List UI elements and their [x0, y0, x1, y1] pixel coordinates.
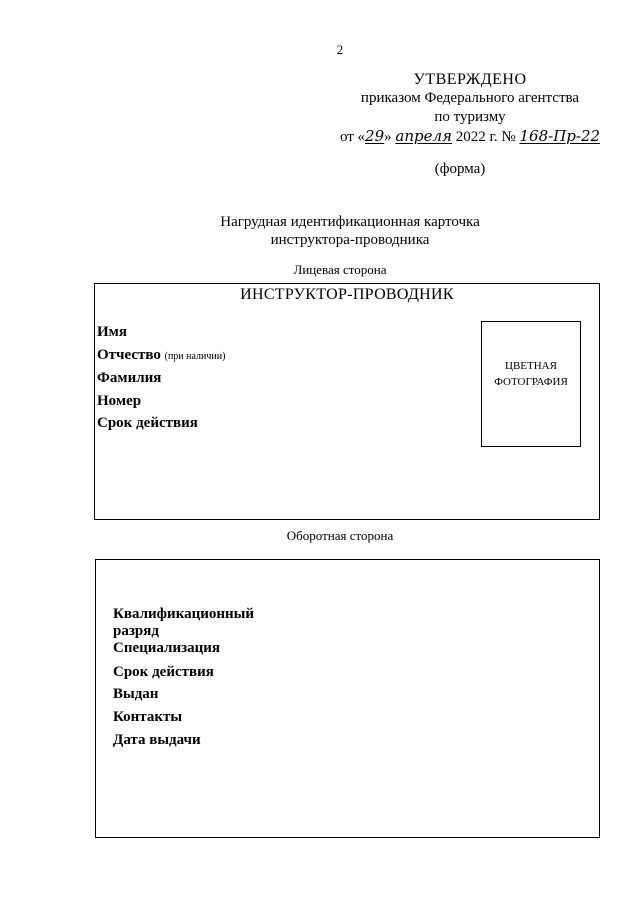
field-qualification	[113, 606, 254, 640]
front-side-label: Лицевая сторона	[293, 262, 387, 277]
field-qualification-line2: разряд	[113, 623, 159, 639]
order-day: 29	[365, 127, 385, 145]
approval-line-tourism: по туризму	[434, 109, 506, 125]
photo-label-line1: ЦВЕТНАЯ	[505, 360, 557, 372]
front-card	[94, 283, 600, 520]
back-card	[95, 559, 600, 838]
page-number: 2	[336, 42, 344, 57]
document-title-line1: Нагрудная идентификационная карточка	[220, 214, 480, 230]
order-from: от «	[339, 129, 366, 145]
field-contacts: Контакты	[113, 709, 183, 725]
card-title: ИНСТРУКТОР-ПРОВОДНИК	[240, 286, 454, 303]
order-year: 2022 г. №	[455, 129, 516, 145]
field-issued-by: Выдан	[113, 686, 159, 702]
document-title-line2: инструктора-проводника	[270, 232, 430, 248]
field-number: Номер	[97, 393, 142, 409]
field-issue-date: Дата выдачи	[113, 732, 201, 748]
order-month: апреля	[395, 127, 452, 145]
field-back-validity: Срок действия	[113, 664, 214, 680]
field-specialization: Специализация	[113, 640, 221, 656]
order-quote-close: »	[384, 129, 392, 145]
approval-title: УТВЕРЖДЕНО	[413, 71, 527, 88]
order-line	[330, 127, 610, 147]
field-patronymic	[97, 347, 225, 364]
photo-label-line2: ФОТОГРАФИЯ	[494, 376, 568, 388]
back-side-label: Оборотная сторона	[286, 528, 394, 543]
field-patronymic-note: (при наличии)	[164, 351, 226, 362]
approval-block	[330, 70, 610, 147]
approval-line-agency: приказом Федерального агентства	[360, 90, 580, 106]
field-patronymic-label: Отчество	[97, 347, 161, 363]
form-label: (форма)	[434, 161, 486, 177]
photo-placeholder	[481, 321, 581, 447]
document-title	[200, 213, 500, 249]
order-number: 168-Пр-22	[519, 127, 601, 145]
field-qualification-line1: Квалификационный	[113, 606, 255, 622]
field-surname: Фамилия	[97, 370, 162, 386]
field-validity: Срок действия	[97, 415, 198, 431]
field-name: Имя	[97, 324, 127, 340]
